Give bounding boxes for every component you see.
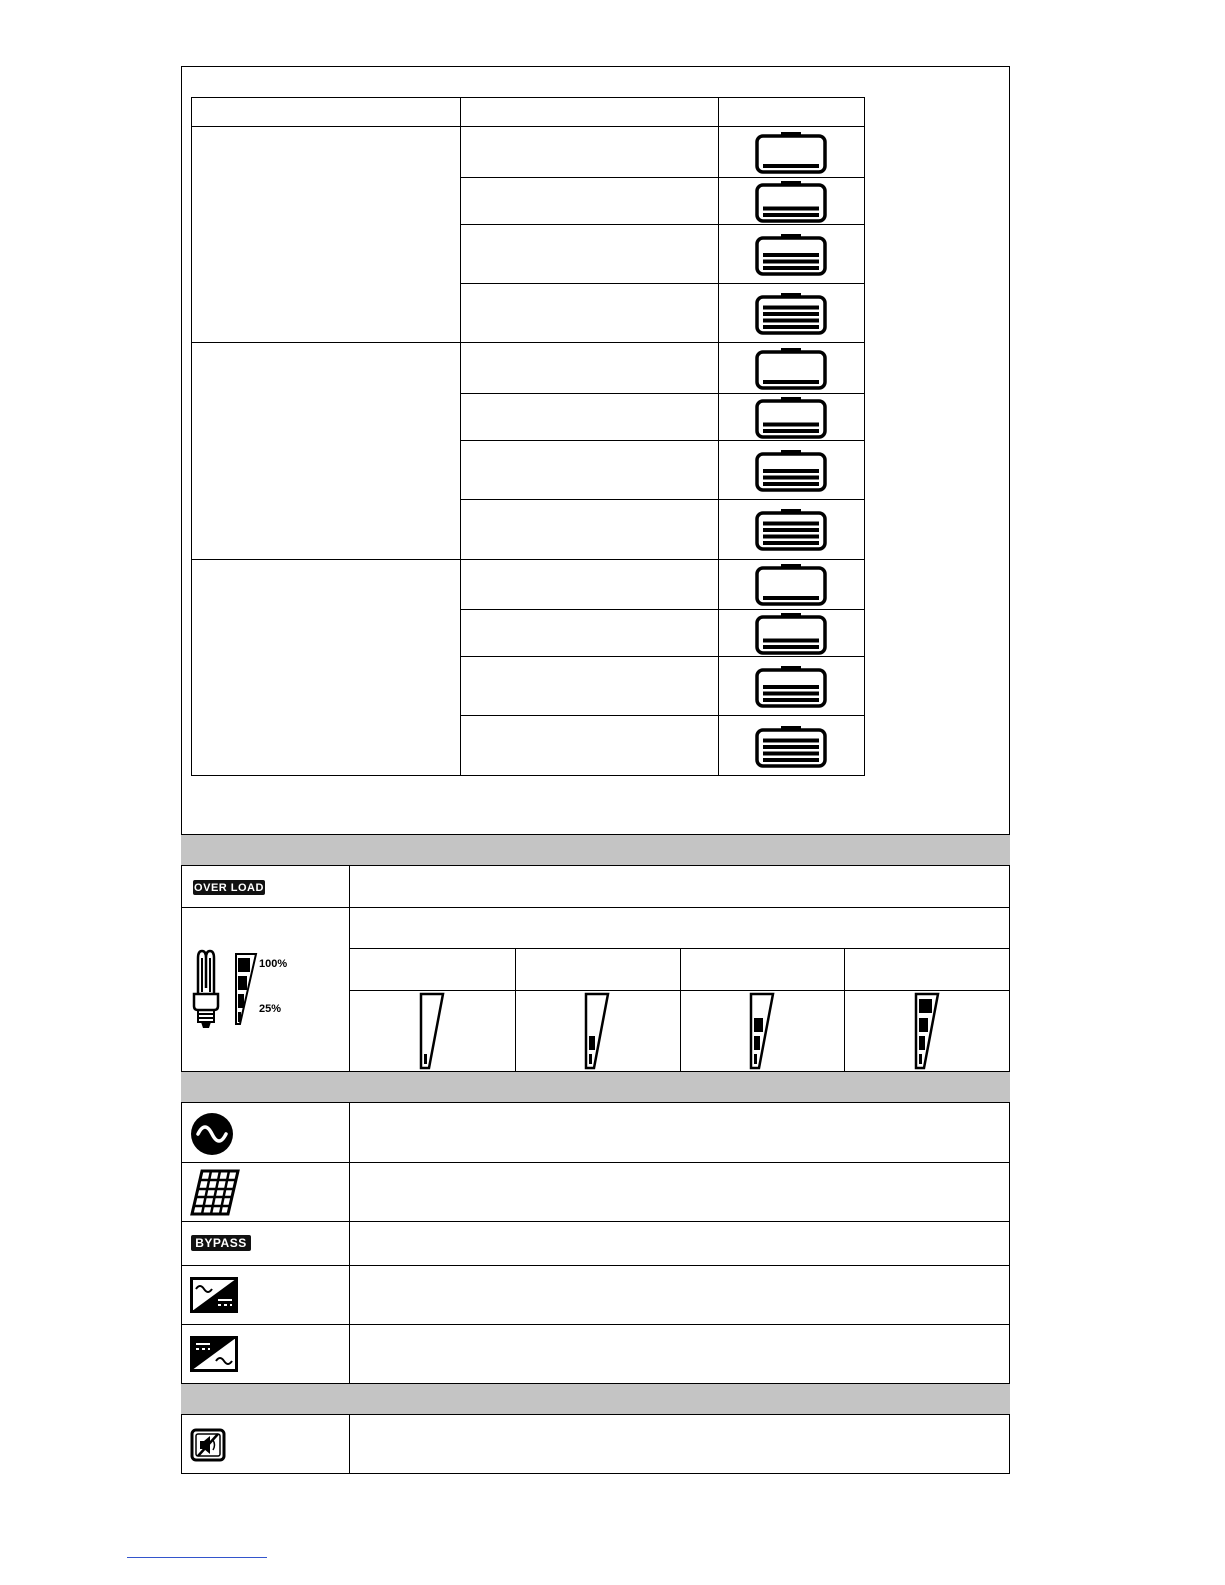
load-level-meter	[747, 992, 777, 1070]
battery-bar	[763, 685, 819, 689]
battery-bar	[763, 535, 819, 539]
load-segment	[919, 1036, 925, 1050]
battery-bar	[763, 645, 819, 649]
battery-level-icon	[754, 449, 828, 493]
battery-level-icon	[754, 563, 828, 607]
solar-panel-icon	[190, 1168, 240, 1216]
battery-level-icon	[754, 347, 828, 391]
battery-level-icon	[754, 725, 828, 769]
load-segment	[919, 1018, 928, 1032]
battery-bar	[763, 325, 819, 329]
load-segment	[754, 1018, 763, 1032]
battery-bar	[763, 318, 819, 322]
battery-level-icon	[754, 396, 828, 440]
load-segment	[754, 1036, 760, 1050]
load-segment	[754, 1054, 757, 1064]
battery-level-icon	[754, 292, 828, 336]
battery-bar	[763, 469, 819, 473]
battery-bar	[763, 596, 819, 600]
load-level-meter	[417, 992, 447, 1070]
load-segment	[919, 1054, 922, 1064]
battery-bar	[763, 266, 819, 270]
battery-bar	[763, 253, 819, 257]
load-segment	[424, 1054, 427, 1064]
battery-bar	[763, 305, 819, 309]
battery-bar	[763, 758, 819, 762]
battery-bar	[763, 213, 819, 217]
load-level-meter	[912, 992, 942, 1070]
load-segment	[919, 999, 932, 1013]
battery-bar	[763, 429, 819, 433]
battery-bar	[763, 541, 819, 545]
footer-link-underline	[127, 1557, 267, 1558]
battery-bar	[763, 638, 819, 642]
battery-level-icon	[754, 612, 828, 656]
battery-bar	[763, 259, 819, 263]
battery-level-icon	[754, 180, 828, 224]
level-bottom-label: 25%	[259, 1003, 282, 1015]
bypass-badge: BYPASS	[191, 1235, 251, 1251]
battery-bar	[763, 528, 819, 532]
source-section-header	[181, 1071, 1010, 1103]
ac-dc-converter-icon	[190, 1277, 238, 1313]
load-meter-icon	[234, 952, 258, 1026]
load-level-meter	[582, 992, 612, 1070]
battery-bar	[763, 738, 819, 742]
ac-sine-icon	[190, 1112, 234, 1156]
battery-bar	[763, 691, 819, 695]
battery-bar	[763, 164, 819, 168]
battery-bar	[763, 698, 819, 702]
battery-bar	[763, 475, 819, 479]
load-segment	[589, 1054, 592, 1064]
battery-level-icon	[754, 665, 828, 709]
battery-bar	[763, 206, 819, 210]
level-top-label: 100%	[259, 958, 288, 970]
speaker-mute-icon	[190, 1428, 226, 1462]
battery-bar	[763, 522, 819, 526]
battery-bar	[763, 422, 819, 426]
overload-badge: OVER LOAD	[194, 881, 264, 894]
battery-bar	[763, 482, 819, 486]
battery-level-icon	[754, 233, 828, 277]
battery-bar	[763, 312, 819, 316]
bulb-icon	[190, 948, 226, 1032]
dc-ac-inverter-icon	[190, 1336, 238, 1372]
battery-level-icon	[754, 131, 828, 175]
battery-level-icon	[754, 508, 828, 552]
load-section-header	[181, 834, 1010, 866]
load-segment	[589, 1036, 595, 1050]
battery-bar	[763, 380, 819, 384]
mute-section-header	[181, 1383, 1010, 1415]
battery-bar	[763, 745, 819, 749]
battery-bar	[763, 751, 819, 755]
